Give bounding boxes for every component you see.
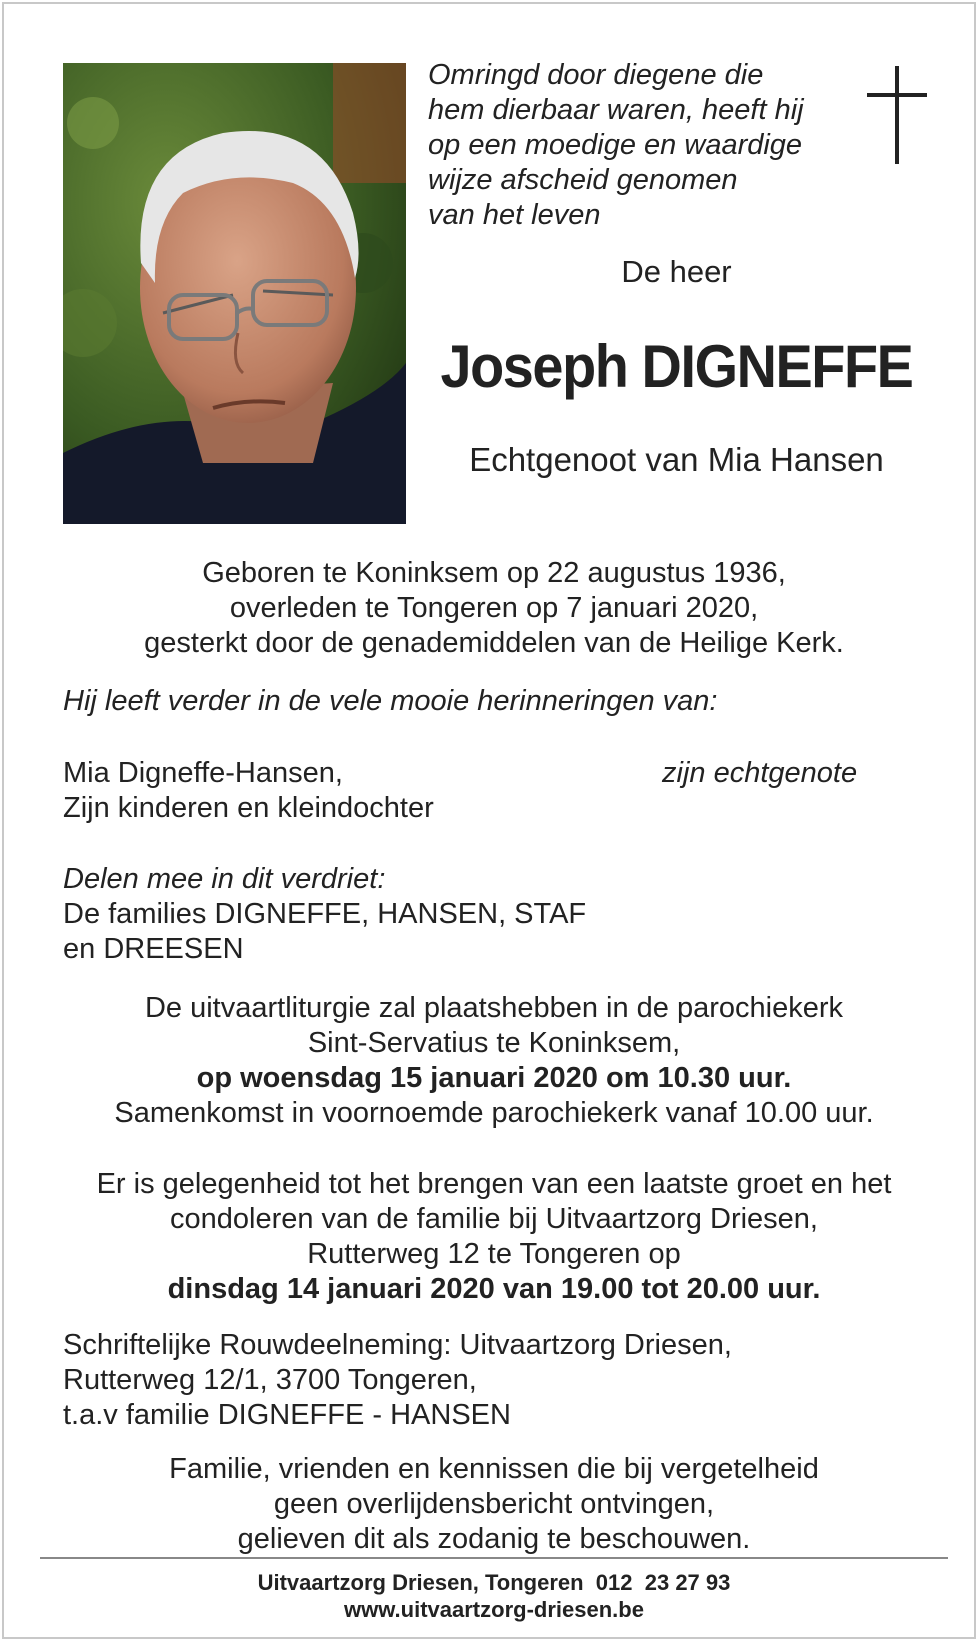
birth-death-block bbox=[44, 556, 944, 661]
obituary-card bbox=[2, 2, 976, 1639]
sharing-block bbox=[63, 862, 586, 967]
visitation-line: Er is gelegenheid tot het brengen van een laatste groet en het bbox=[96, 1168, 892, 1200]
intro-verse bbox=[428, 58, 848, 233]
honorific: De heer bbox=[621, 254, 732, 289]
funeral-date: op woensdag 15 januari 2020 om 10.30 uur. bbox=[196, 1062, 792, 1094]
deceased-name: Joseph DIGNEFFE bbox=[440, 333, 913, 400]
visitation-line: condoleren van de familie bij Uitvaartzorg Driesen, bbox=[170, 1203, 818, 1235]
funeral-line: Sint-Servatius te Koninksem, bbox=[307, 1027, 681, 1059]
visitation-line: Rutterweg 12 te Tongeren op bbox=[307, 1238, 681, 1270]
intro-line: Omringd door diegene die bbox=[428, 59, 764, 91]
born-line: overleden te Tongeren op 7 januari 2020, bbox=[229, 592, 759, 624]
intro-line: hem dierbaar waren, heeft hij bbox=[428, 94, 804, 126]
footer-divider bbox=[40, 1557, 948, 1559]
footer-company: Uitvaartzorg Driesen, Tongeren 012 23 27 93 bbox=[257, 1570, 731, 1595]
mourner-name: Mia Digneffe-Hansen, bbox=[63, 757, 343, 789]
born-line: Geboren te Koninksem op 22 augustus 1936, bbox=[202, 557, 786, 589]
funeral-gathering: Samenkomst in voornoemde parochiekerk vanaf 10.00 uur. bbox=[114, 1097, 874, 1129]
intro-line: op een moedige en waardige bbox=[428, 129, 803, 161]
footer-website[interactable]: www.uitvaartzorg-driesen.be bbox=[344, 1597, 644, 1622]
sharing-heading: Delen mee in dit verdriet: bbox=[63, 863, 386, 895]
condolence-line: Schriftelijke Rouwdeelneming: Uitvaartzorg Driesen, bbox=[63, 1329, 732, 1361]
condolence-line: Rutterweg 12/1, 3700 Tongeren, bbox=[63, 1364, 477, 1396]
visitation-block bbox=[44, 1167, 944, 1307]
mourner-name: Zijn kinderen en kleindochter bbox=[63, 792, 434, 824]
notice-line: gelieven dit als zodanig te beschouwen. bbox=[237, 1523, 751, 1555]
sharing-line: De families DIGNEFFE, HANSEN, STAF bbox=[63, 898, 587, 930]
born-line: gesterkt door de genademiddelen van de Heilige Kerk. bbox=[144, 627, 844, 659]
notice-line: Familie, vrienden en kennissen die bij vergetelheid bbox=[169, 1453, 819, 1485]
cross-icon bbox=[867, 66, 927, 164]
visitation-date: dinsdag 14 januari 2020 van 19.00 tot 20.00 uur. bbox=[167, 1273, 821, 1305]
condolence-block bbox=[63, 1328, 732, 1433]
condolence-line: t.a.v familie DIGNEFFE - HANSEN bbox=[63, 1399, 511, 1431]
notice-block bbox=[44, 1452, 944, 1557]
portrait-photo bbox=[63, 63, 406, 524]
intro-line: wijze afscheid genomen bbox=[428, 164, 738, 196]
notice-line: geen overlijdensbericht ontvingen, bbox=[273, 1488, 715, 1520]
sharing-line: en DREESEN bbox=[63, 933, 244, 965]
remembered-intro: Hij leeft verder in de vele mooie herinneringen van: bbox=[63, 685, 718, 717]
funeral-line: De uitvaartliturgie zal plaatshebben in de parochiekerk bbox=[144, 992, 844, 1024]
spouse-line: Echtgenoot van Mia Hansen bbox=[469, 441, 884, 478]
funeral-block bbox=[44, 991, 944, 1131]
footer bbox=[44, 1569, 944, 1623]
mourner-relation: zijn echtgenote bbox=[662, 757, 858, 789]
intro-line: van het leven bbox=[428, 199, 601, 231]
